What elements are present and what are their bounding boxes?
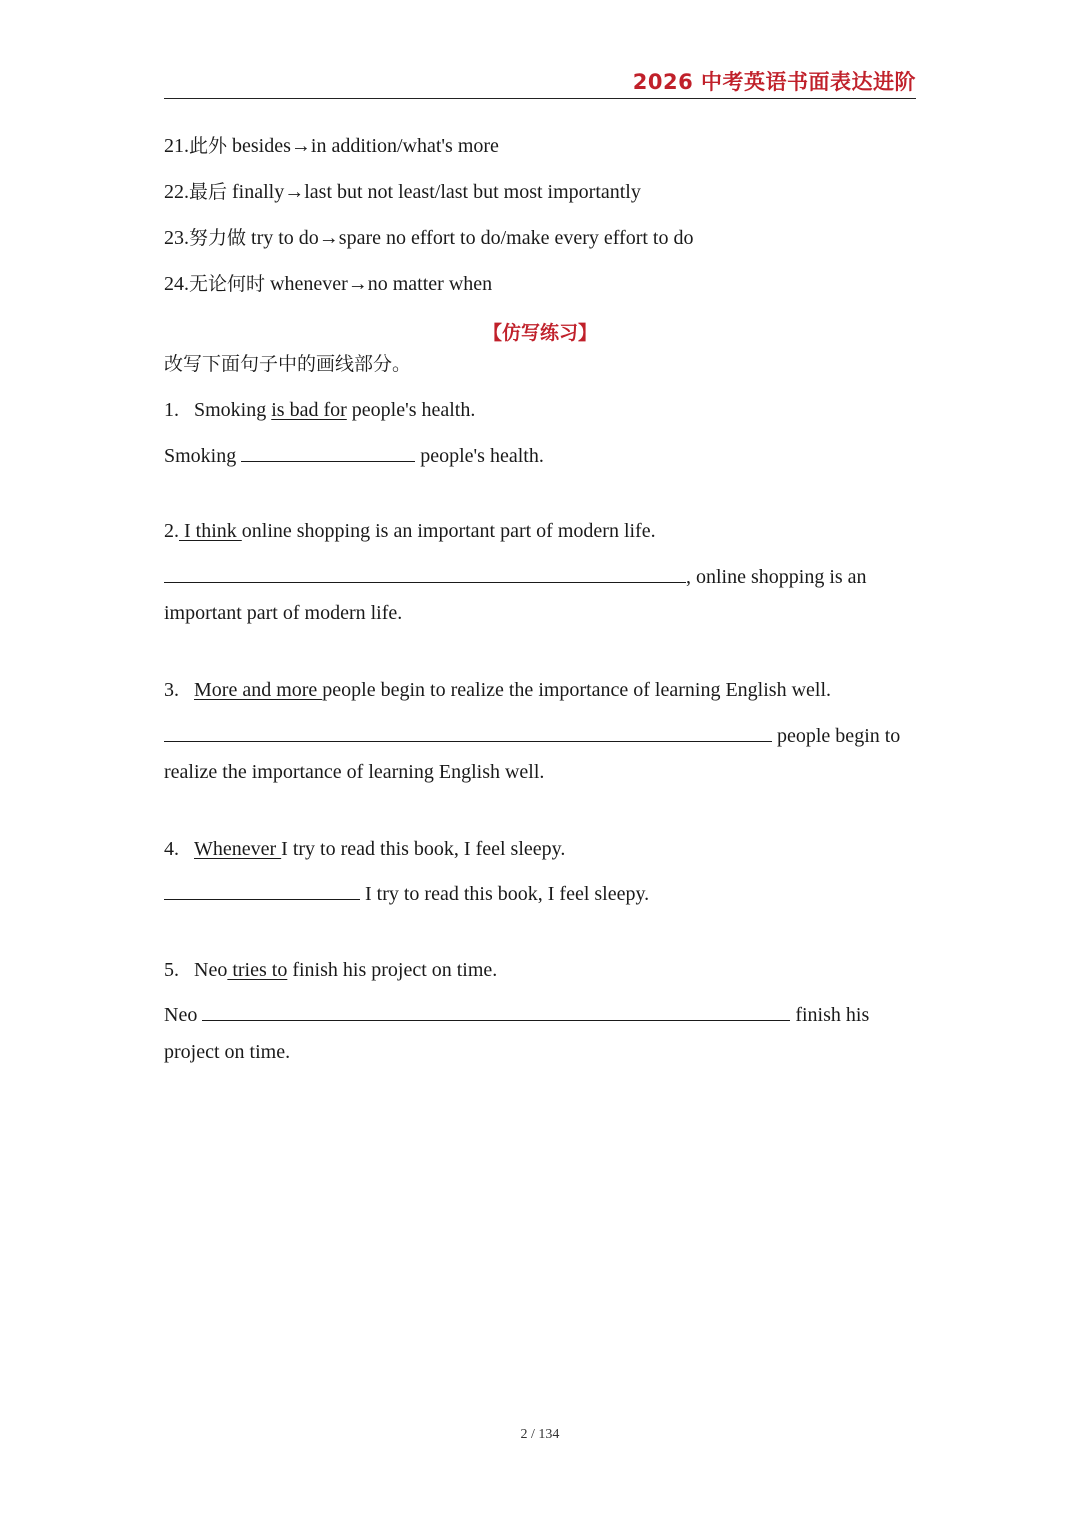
answer-blank[interactable] [164, 564, 686, 583]
answer-continuation: important part of modern life. [164, 602, 403, 624]
phrase-english: whenever→no matter when [265, 273, 493, 295]
answer-continuation: project on time. [164, 1041, 291, 1063]
sentence-text: people begin to realize the importance of learning English well. [322, 679, 832, 701]
underlined-phrase: I think [179, 520, 242, 542]
exercise-sentence [164, 678, 831, 702]
answer-blank[interactable] [241, 443, 415, 462]
exercise-number: 5. [164, 959, 179, 981]
section-title: 【仿写练习】 [482, 322, 597, 344]
answer-suffix: people begin to [772, 725, 901, 747]
phrase-number: 24. [164, 273, 189, 295]
answer-blank[interactable] [202, 1002, 790, 1021]
phrase-item [164, 226, 694, 250]
exercise-number: 2. [164, 520, 179, 542]
answer-line [164, 443, 544, 468]
phrase-chinese: 最后 [189, 181, 228, 203]
answer-suffix: people's health. [415, 445, 544, 467]
sentence-text: Neo [194, 959, 228, 981]
header-title: 2026 中考英语书面表达进阶 [632, 70, 916, 94]
answer-line [164, 1002, 869, 1027]
sentence-text: people's health. [346, 399, 476, 421]
phrase-item [164, 180, 641, 204]
underlined-phrase: Whenever [194, 838, 282, 860]
exercise-sentence [164, 519, 656, 543]
header-rule [164, 98, 916, 99]
answer-prefix: Neo [164, 1004, 203, 1026]
sentence-text: online shopping is an important part of modern life. [241, 520, 656, 542]
phrase-item [164, 272, 492, 296]
phrase-english: besides→in addition/what's more [227, 135, 499, 157]
exercise-sentence [164, 958, 497, 982]
phrase-chinese: 此外 [189, 135, 228, 157]
answer-suffix: finish his [790, 1004, 870, 1026]
phrase-number: 21. [164, 135, 189, 157]
phrase-number: 22. [164, 181, 189, 203]
underlined-phrase: More and more [194, 679, 323, 701]
answer-prefix: Smoking [164, 445, 242, 467]
answer-line [164, 564, 867, 589]
answer-line [164, 881, 649, 906]
answer-blank[interactable] [164, 723, 772, 742]
exercise-sentence [164, 837, 565, 861]
sentence-text: finish his project on time. [287, 959, 498, 981]
exercise-number: 3. [164, 679, 179, 701]
exercise-sentence [164, 398, 475, 422]
phrase-number: 23. [164, 227, 189, 249]
phrase-item [164, 134, 499, 158]
answer-continuation: realize the importance of learning English well. [164, 761, 545, 783]
phrase-chinese: 无论何时 [189, 273, 266, 295]
sentence-text: Smoking [194, 399, 272, 421]
answer-blank[interactable] [164, 881, 360, 900]
exercise-number: 1. [164, 399, 179, 421]
underlined-phrase: is bad for [271, 399, 347, 421]
underlined-phrase: tries to [227, 959, 288, 981]
answer-suffix: I try to read this book, I feel sleepy. [360, 883, 650, 905]
phrase-english: try to do→spare no effort to do/make every effort to do [246, 227, 694, 249]
answer-suffix: , online shopping is an [686, 566, 867, 588]
section-instruction: 改写下面句子中的画线部分。 [164, 353, 412, 375]
phrase-english: finally→last but not least/last but most importantly [227, 181, 641, 203]
exercise-number: 4. [164, 838, 179, 860]
page-number: 2 / 134 [520, 1427, 560, 1442]
sentence-text: I try to read this book, I feel sleepy. [281, 838, 566, 860]
answer-line [164, 723, 900, 748]
phrase-chinese: 努力做 [189, 227, 247, 249]
